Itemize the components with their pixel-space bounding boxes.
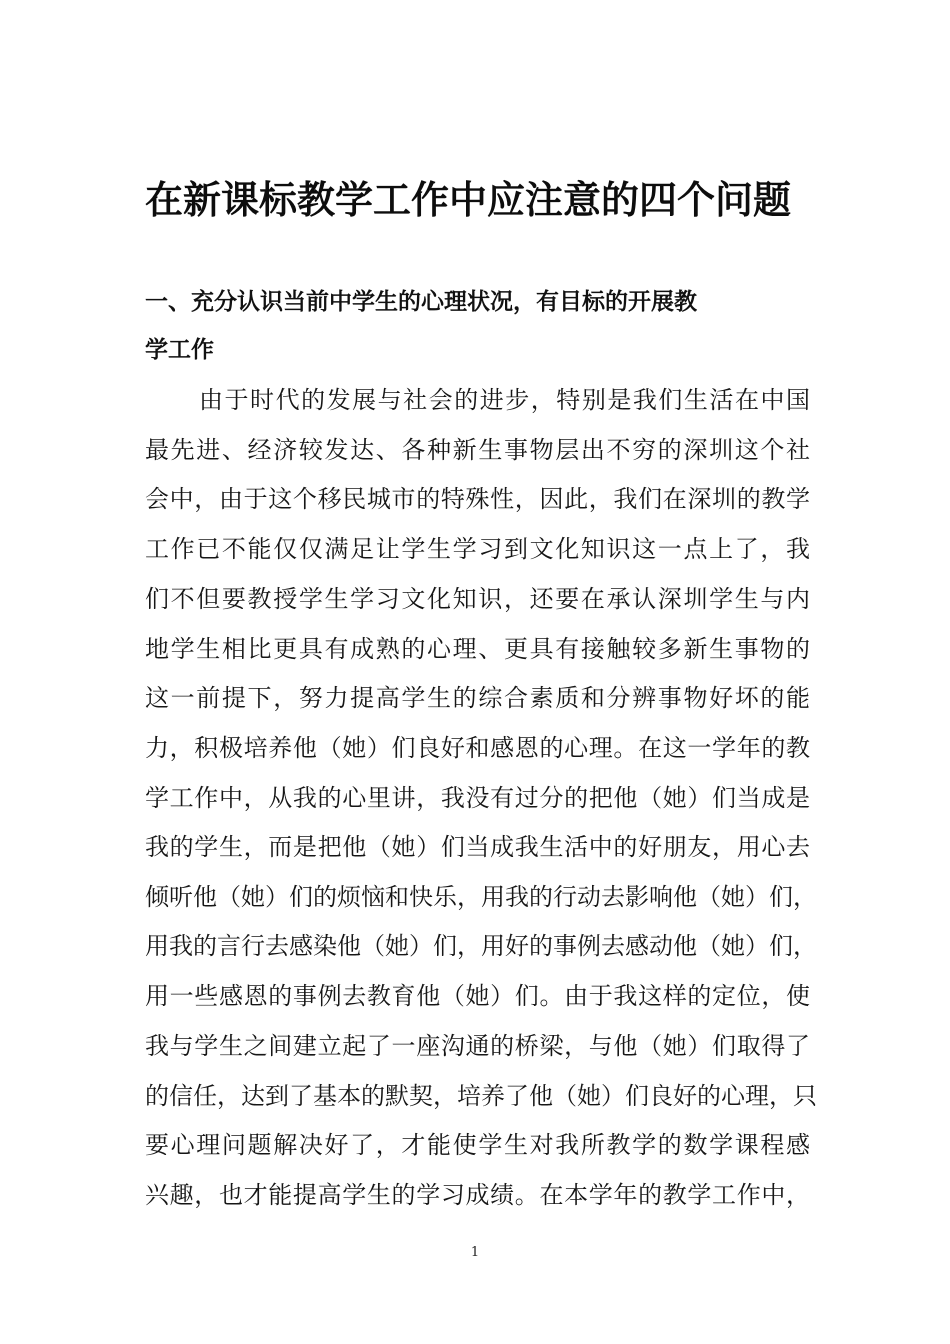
page-number: 1 xyxy=(470,1245,480,1260)
paragraph-line: 由于时代的发展与社会的进步，特别是我们生活在中国 xyxy=(199,386,810,414)
paragraph-line: 倾听他（她）们的烦恼和快乐，用我的行动去影响他（她）们， xyxy=(145,883,817,911)
section-heading-line-1: 一、充分认识当前中学生的心理状况，有目标的开展教 xyxy=(145,289,697,315)
paragraph-line: 我的学生，而是把他（她）们当成我生活中的好朋友，用心去 xyxy=(145,833,810,861)
paragraph-line: 的信任，达到了基本的默契，培养了他（她）们良好的心理，只 xyxy=(145,1082,817,1110)
paragraph-line: 这一前提下，努力提高学生的综合素质和分辨事物好坏的能 xyxy=(145,684,810,712)
paragraph-line: 力，积极培养他（她）们良好和感恩的心理。在这一学年的教 xyxy=(145,734,810,762)
paragraph-line: 要心理问题解决好了，才能使学生对我所教学的数学课程感 xyxy=(145,1131,810,1159)
paragraph-line: 用一些感恩的事例去教育他（她）们。由于我这样的定位，使 xyxy=(145,982,810,1010)
paragraph-line: 地学生相比更具有成熟的心理、更具有接触较多新生事物的 xyxy=(145,635,810,663)
paragraph-line: 会中，由于这个移民城市的特殊性，因此，我们在深圳的教学 xyxy=(145,485,810,513)
paragraph-line: 工作已不能仅仅满足让学生学习到文化知识这一点上了，我 xyxy=(145,535,810,563)
paragraph-line: 学工作中，从我的心里讲，我没有过分的把他（她）们当成是 xyxy=(145,784,810,812)
section-heading-line-2: 学工作 xyxy=(145,337,214,363)
paragraph-line: 兴趣，也才能提高学生的学习成绩。在本学年的教学工作中， xyxy=(145,1181,810,1209)
paragraph-line: 们不但要教授学生学习文化知识，还要在承认深圳学生与内 xyxy=(145,585,810,613)
paragraph-line: 我与学生之间建立起了一座沟通的桥梁，与他（她）们取得了 xyxy=(145,1032,810,1060)
paragraph-line: 最先进、经济较发达、各种新生事物层出不穷的深圳这个社 xyxy=(145,436,810,464)
document-title: 在新课标教学工作中应注意的四个问题 xyxy=(145,178,792,222)
paragraph-line: 用我的言行去感染他（她）们，用好的事例去感动他（她）们， xyxy=(145,932,817,960)
